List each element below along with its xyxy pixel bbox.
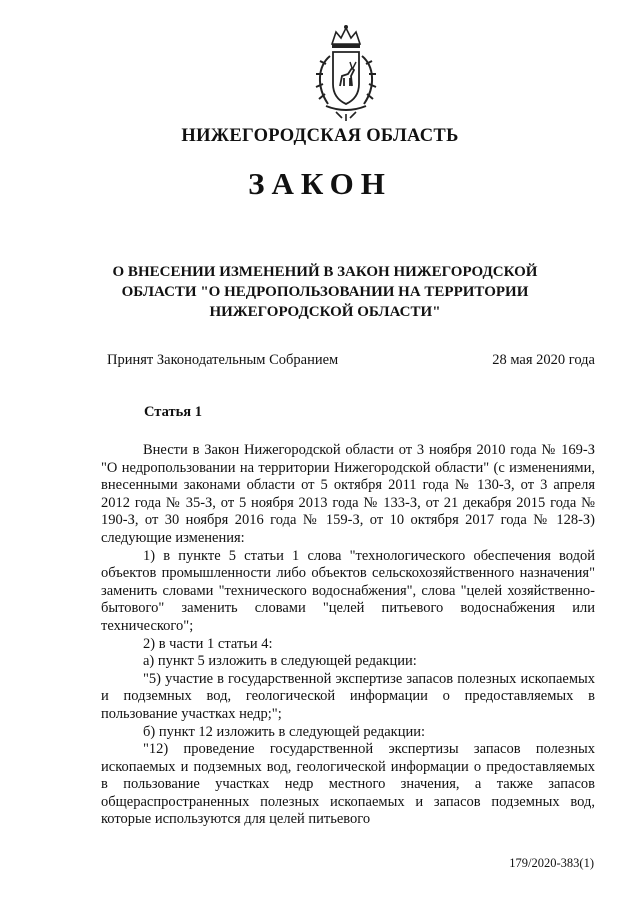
law-title-line: НИЖЕГОРОДСКОЙ ОБЛАСТИ" — [209, 304, 441, 320]
article-paragraph: 1) в пункте 5 статьи 1 слова "технологического обеспечения водой объектов промышленности либо объектов сельскохозяйственного назначения" заменить словами "технического водоснабжения", слова "целей хозяйственно-бытового" заменить словами "целей питьевого водоснабжения или технического"; — [101, 547, 595, 634]
article-heading: Статья 1 — [144, 404, 202, 420]
law-title-line: ОБЛАСТИ "О НЕДРОПОЛЬЗОВАНИИ НА ТЕРРИТОРИИ — [121, 284, 529, 300]
document-type: ЗАКОН — [248, 166, 392, 201]
article-body — [101, 442, 595, 829]
document-code: 179/2020-383(1) — [509, 856, 594, 870]
adoption-line — [107, 352, 595, 369]
article-paragraph: "12) проведение государственной экспертизы запасов полезных ископаемых и подземных вод, геологической информации о предоставляемых в пользование участках недр местного значения, а также запасов общераспространенных полезных ископаемых и запасов подземных вод, которые используются для целей питьевого — [101, 741, 595, 828]
article-paragraph: Внести в Закон Нижегородской области от 3 ноября 2010 года № 169-З "О недропользовании на территории Нижегородской области" (с изменениями, внесенными законами области от 5 октября 2011 года № 130-З, от 3 апреля 2012 года № 35-З, от 5 ноября 2013 года № 133-З, от 21 декабря 2015 года № 190-З, от 30 ноября 2016 года № 159-З, от 10 октября 2017 года № 128-З) следующие изменения: — [101, 442, 595, 546]
article-paragraph: а) пункт 5 изложить в следующей редакции: — [143, 653, 417, 670]
coat-of-arms-icon — [310, 22, 382, 122]
article-paragraph: "5) участие в государственной экспертизе запасов полезных ископаемых и подземных вод, геологической информации о предоставляемых в пользование участках недр;"; — [101, 670, 595, 722]
law-title-line: О ВНЕСЕНИИ ИЗМЕНЕНИЙ В ЗАКОН НИЖЕГОРОДСКОЙ — [112, 264, 538, 280]
law-title — [100, 262, 550, 322]
article-paragraph: б) пункт 12 изложить в следующей редакции: — [143, 723, 425, 740]
adoption-date: 28 мая 2020 года — [492, 352, 595, 368]
article-paragraph: 2) в части 1 статьи 4: — [143, 635, 273, 652]
region-name: НИЖЕГОРОДСКАЯ ОБЛАСТЬ — [181, 126, 459, 146]
adopting-body: Принят Законодательным Собранием — [107, 352, 339, 368]
